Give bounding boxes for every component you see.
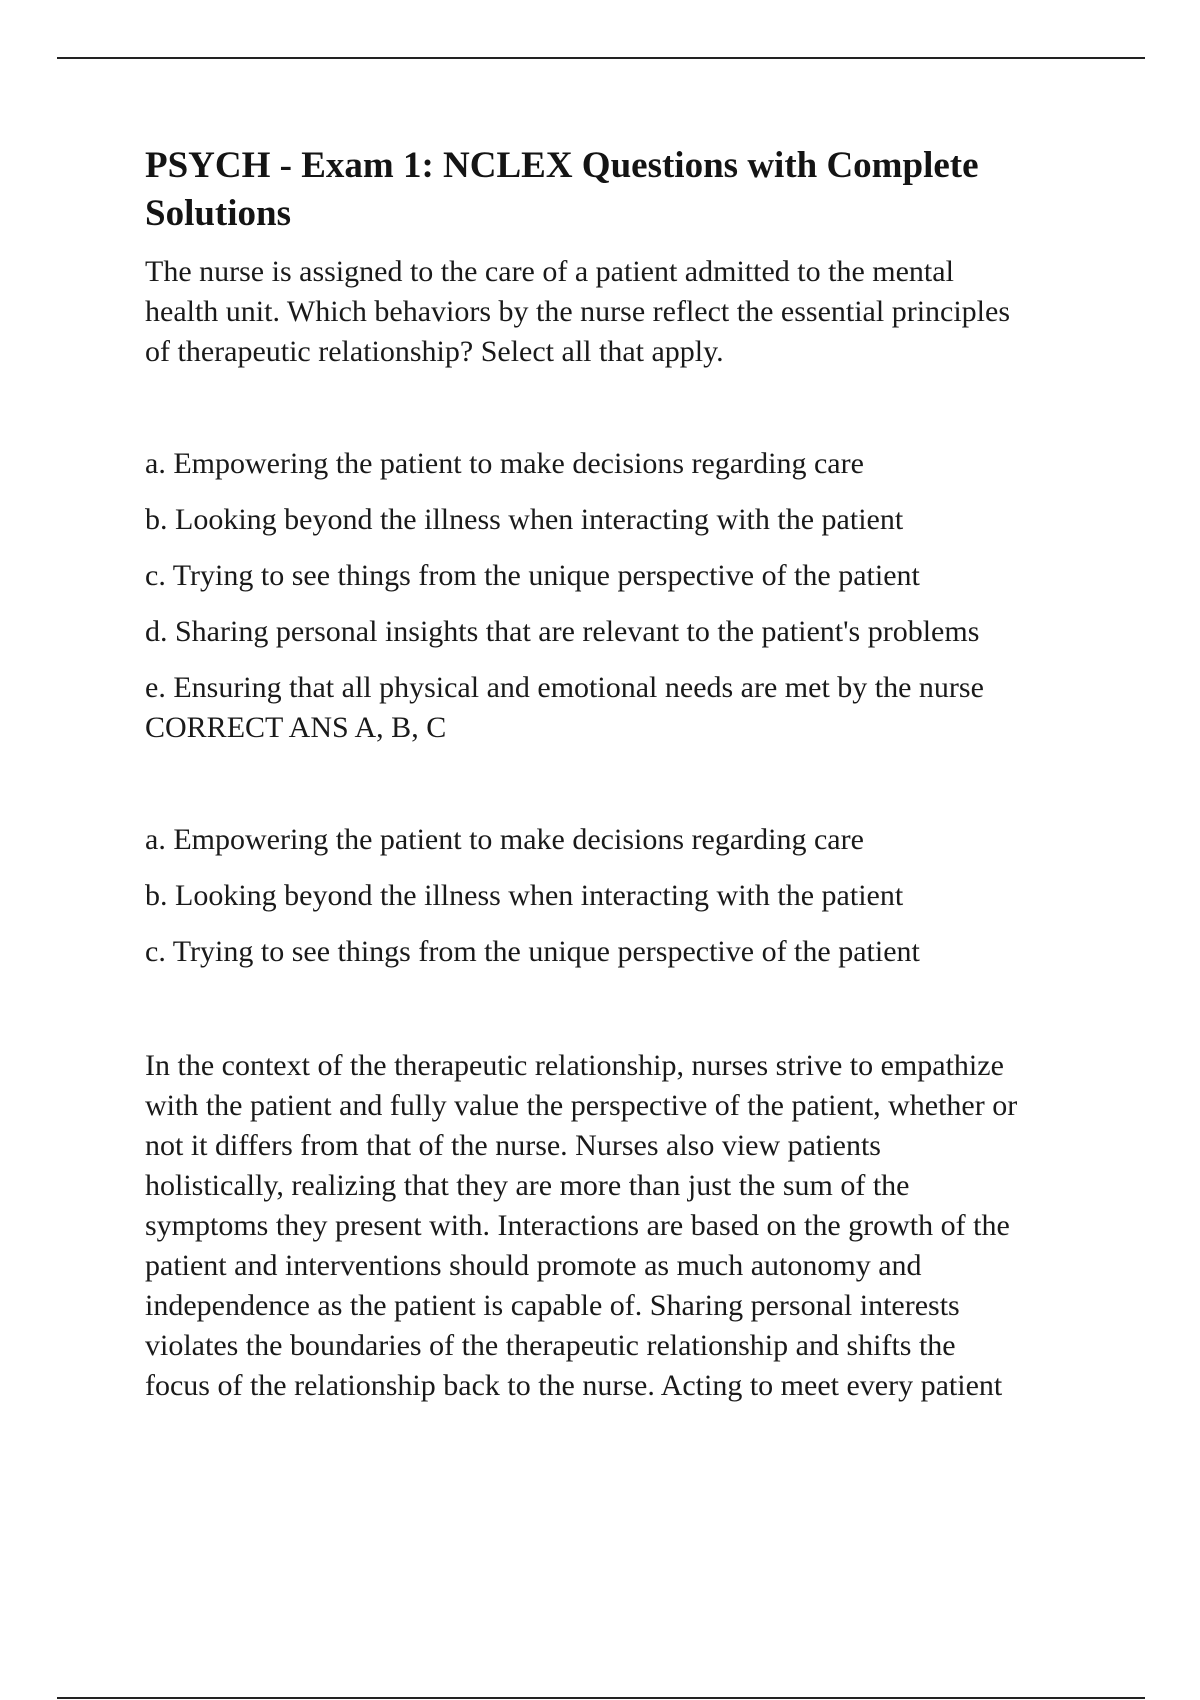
question-line: of therapeutic relationship? Select all that apply. <box>145 335 724 368</box>
rationale-line: holistically, realizing that they are more than just the sum of the <box>145 1169 910 1202</box>
rationale-line: focus of the relationship back to the nurse. Acting to meet every patient <box>145 1369 1003 1402</box>
question-line: health unit. Which behaviors by the nurse reflect the essential principles <box>145 295 1011 328</box>
document-body <box>145 142 1105 1406</box>
rationale-paragraph <box>145 1046 1105 1406</box>
rationale-line: violates the boundaries of the therapeutic relationship and shifts the <box>145 1329 956 1362</box>
correct-answer: CORRECT ANS A, B, C <box>145 711 447 744</box>
question-line: The nurse is assigned to the care of a patient admitted to the mental <box>145 255 954 288</box>
correct-option-a: a. Empowering the patient to make decisions regarding care <box>145 823 864 856</box>
rationale-line: with the patient and fully value the perspective of the patient, whether or <box>145 1089 1018 1122</box>
option-d: d. Sharing personal insights that are relevant to the patient's problems <box>145 615 980 648</box>
bottom-rule <box>57 1697 1145 1699</box>
rationale-line: symptoms they present with. Interactions are based on the growth of the <box>145 1209 1010 1242</box>
rationale-line: not it differs from that of the nurse. Nurses also view patients <box>145 1129 881 1162</box>
option-a: a. Empowering the patient to make decisions regarding care <box>145 447 864 480</box>
rationale-line: independence as the patient is capable of. Sharing personal interests <box>145 1289 960 1322</box>
correct-option-b: b. Looking beyond the illness when interacting with the patient <box>145 879 904 912</box>
correct-option-c: c. Trying to see things from the unique perspective of the patient <box>145 935 920 968</box>
option-e: e. Ensuring that all physical and emotional needs are met by the nurse <box>145 671 984 704</box>
option-c: c. Trying to see things from the unique perspective of the patient <box>145 559 920 592</box>
question-text <box>145 252 1105 372</box>
correct-options-list <box>145 820 1105 972</box>
top-rule <box>57 57 1145 59</box>
document-title <box>145 142 1105 238</box>
title-line-2: Solutions <box>145 193 292 234</box>
rationale-line: patient and interventions should promote as much autonomy and <box>145 1249 922 1282</box>
rationale-line: In the context of the therapeutic relationship, nurses strive to empathize <box>145 1049 1004 1082</box>
title-line-1: PSYCH - Exam 1: NCLEX Questions with Complete <box>145 145 979 186</box>
option-b: b. Looking beyond the illness when interacting with the patient <box>145 503 904 536</box>
question-options-list <box>145 444 1105 708</box>
